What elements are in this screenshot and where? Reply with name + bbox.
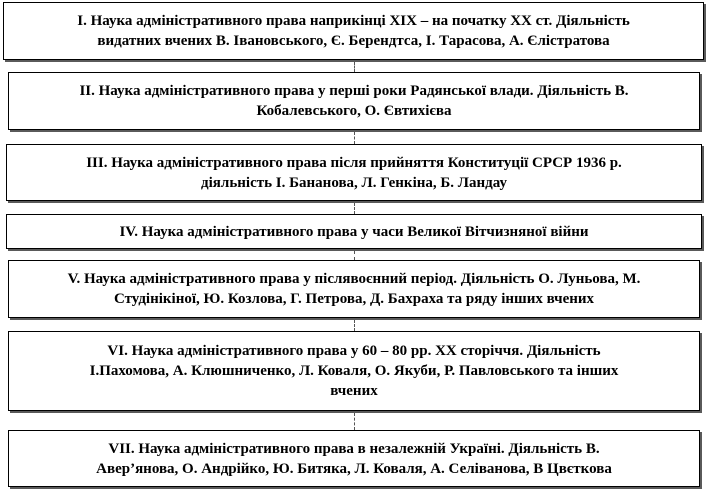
stage-label-7: VII. Наука адміністративного права в незалежній Україні. Діяльність В. Авер’янова, О. Андрійко, Ю. Битяка, Л. Коваля, А. Селіванова, В Цвєткова — [96, 440, 612, 477]
connector-4-5 — [354, 251, 355, 260]
stage-label-4: IV. Наука адміністративного права у часи Великої Вітчизняної війни — [119, 223, 589, 240]
stage-box-5 — [8, 260, 700, 318]
stage-box-7 — [8, 430, 700, 487]
connector-3-4 — [354, 203, 355, 214]
connector-6-7 — [354, 413, 355, 430]
connector-5-6 — [354, 320, 355, 331]
stage-label-1: I. Наука адміністративного права наприкінці ХІХ – на початку ХХ ст. Діяльність видатних вчених В. Івановського, Є. Берендтса, І. Тарасова, А. Єлістратова — [77, 13, 630, 49]
connector-1-2 — [354, 62, 355, 72]
stage-box-3 — [6, 144, 702, 201]
stage-label-5: V. Наука адміністративного права у післявоєнний період. Діяльність О. Луньова, М. Студінікіної, Ю. Козлова, Г. Петрова, Д. Бахраха та ряду інших вчених — [67, 271, 641, 307]
stage-label-3: ІІІ. Наука адміністративного права після прийняття Конституції СРСР 1936 р. діяльність І. Бананова, Л. Генкіна, Б. Ландау — [86, 154, 622, 191]
stage-box-4 — [6, 214, 702, 249]
connector-2-3 — [354, 132, 355, 144]
stage-box-1 — [3, 2, 704, 60]
stage-label-2: ІІ. Наука адміністративного права у перші роки Радянської влади. Діяльність В. Кобалевського, О. Євтихієва — [79, 83, 629, 119]
stage-label-6: VI. Наука адміністративного права у 60 – 80 рр. ХХ сторіччя. Діяльність І.Пахомова, А. Клюшниченко, Л. Коваля, О. Якуби, Р. Павловського та інших вчених — [89, 343, 619, 399]
stage-box-6 — [8, 331, 700, 411]
stage-box-2 — [8, 72, 700, 130]
